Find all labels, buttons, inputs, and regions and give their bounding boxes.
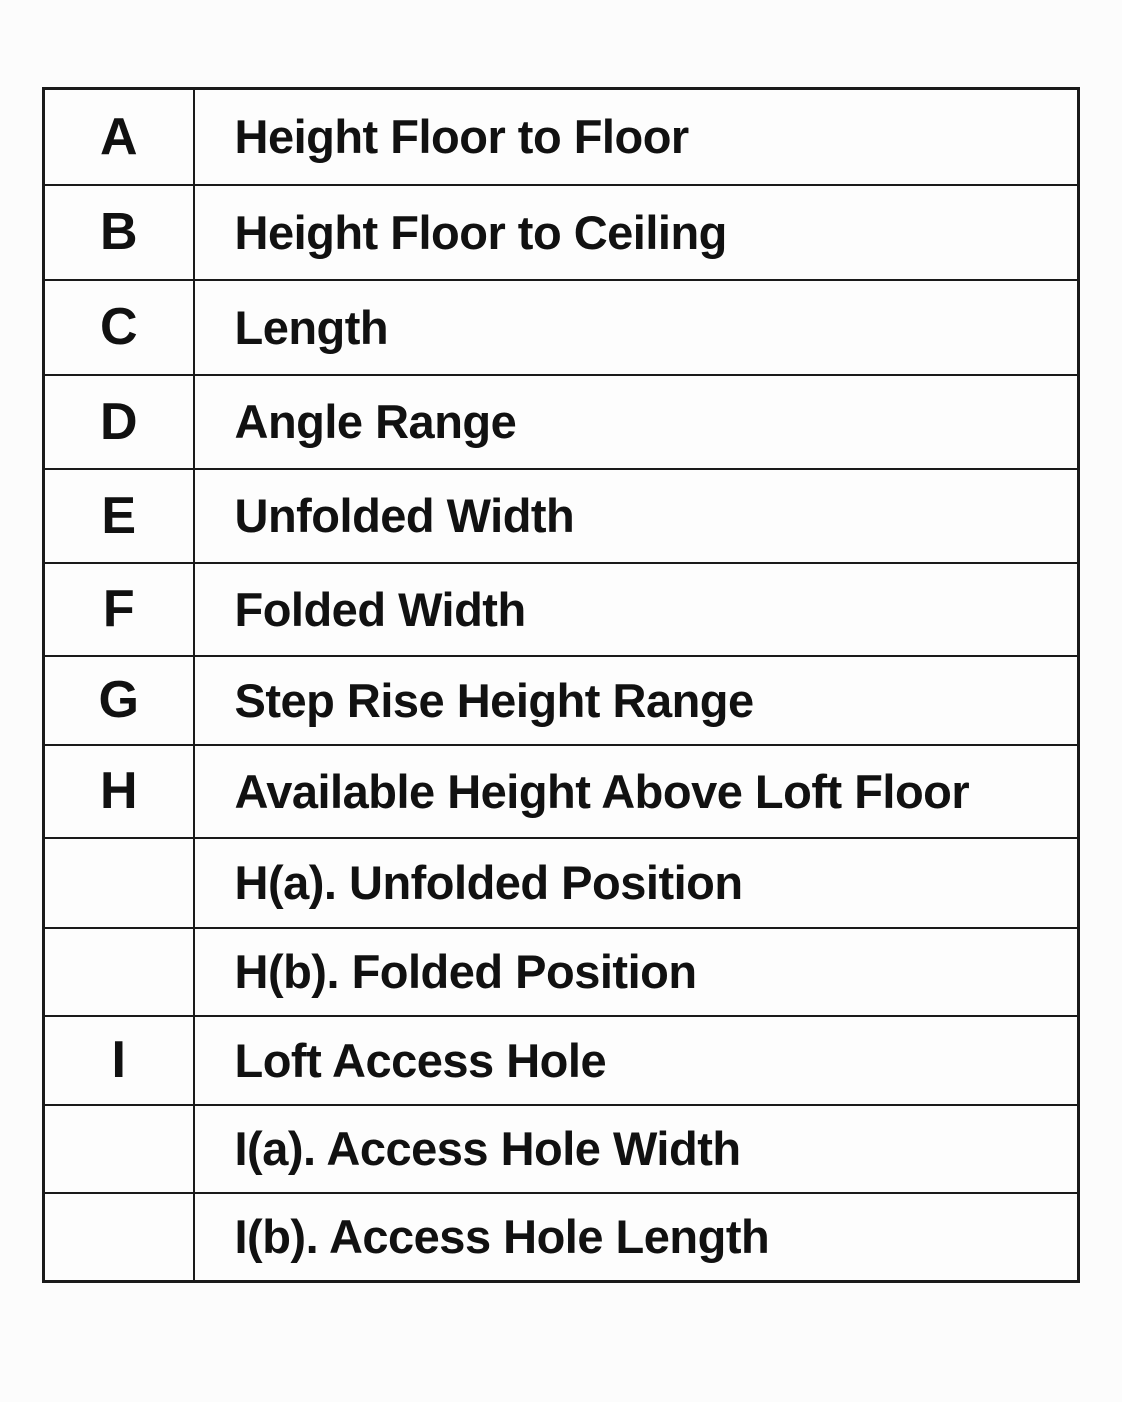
row-label: Loft Access Hole (194, 1016, 1079, 1105)
table-row (44, 563, 1079, 656)
row-key (44, 1193, 194, 1282)
row-label: H(a). Unfolded Position (194, 838, 1079, 928)
row-label: I(a). Access Hole Width (194, 1105, 1079, 1193)
row-label: Angle Range (194, 375, 1079, 469)
row-key (44, 838, 194, 928)
row-label: Length (194, 280, 1079, 375)
table-row (44, 1016, 1079, 1105)
table-row (44, 375, 1079, 469)
table-row (44, 469, 1079, 563)
row-key: D (44, 375, 194, 469)
row-key: E (44, 469, 194, 563)
row-label: Available Height Above Loft Floor (194, 745, 1079, 838)
table-row (44, 838, 1079, 928)
row-key: I (44, 1016, 194, 1105)
row-label: I(b). Access Hole Length (194, 1193, 1079, 1282)
table-row (44, 1105, 1079, 1193)
row-label: Height Floor to Ceiling (194, 185, 1079, 280)
table-row (44, 1193, 1079, 1282)
table-row (44, 928, 1079, 1016)
row-label: Step Rise Height Range (194, 656, 1079, 745)
table-row (44, 656, 1079, 745)
row-key: G (44, 656, 194, 745)
row-key: H (44, 745, 194, 838)
row-key: C (44, 280, 194, 375)
row-key (44, 1105, 194, 1193)
table-row (44, 89, 1079, 185)
row-key: F (44, 563, 194, 656)
row-key: A (44, 89, 194, 185)
table-row (44, 280, 1079, 375)
row-key (44, 928, 194, 1016)
table-row (44, 745, 1079, 838)
row-label: H(b). Folded Position (194, 928, 1079, 1016)
dimension-legend-table (42, 87, 1080, 1283)
table-row (44, 185, 1079, 280)
row-label: Folded Width (194, 563, 1079, 656)
row-label: Unfolded Width (194, 469, 1079, 563)
row-label: Height Floor to Floor (194, 89, 1079, 185)
row-key: B (44, 185, 194, 280)
